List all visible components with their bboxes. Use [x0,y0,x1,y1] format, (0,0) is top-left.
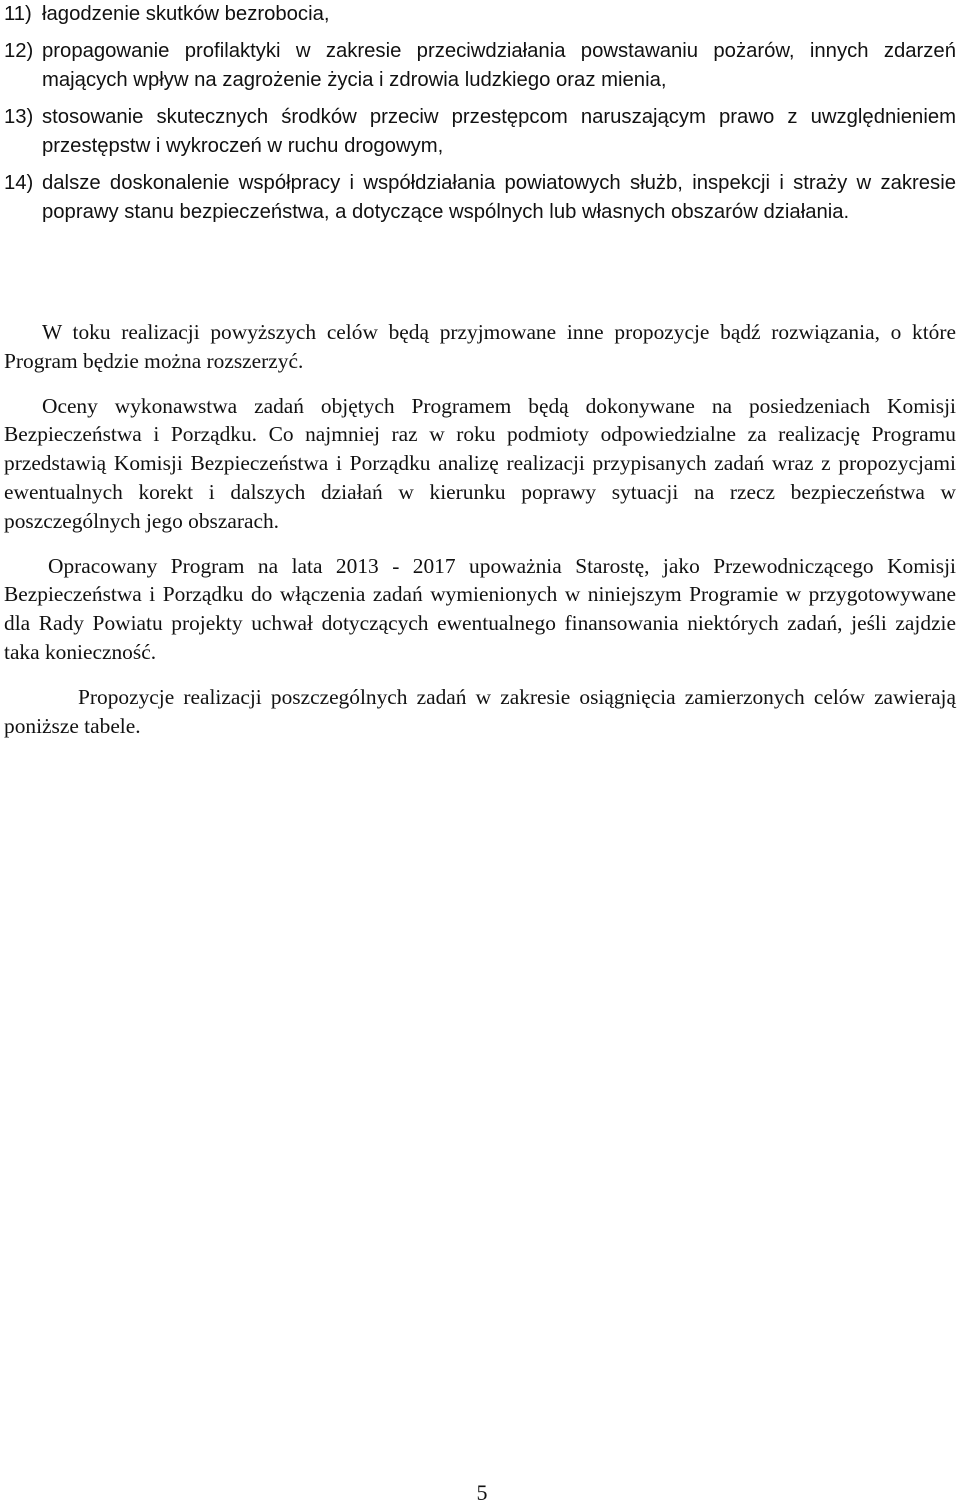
list-item-number: 12) [4,39,34,62]
paragraph-assessment: Oceny wykonawstwa zadań objętych Programem będą dokonywane na posiedzeniach Komisji Bezpieczeństwa i Porządku. Co najmniej raz w roku podmioty odpowiedzialne za realizację Programu przedstawią Komisji Bezpieczeństwa i Porządku analizę realizacji przypisanych zadań wraz z propozycjami ewentualnych korekt i dalszych działań w kierunku poprawy sytuacji na rzecz bezpieczeństwa w poszczególnych jego obszarach. [4,393,956,533]
list-item-11 [4,0,956,30]
body-paragraphs [4,318,956,756]
list-item-number: 14) [4,171,34,194]
list-item-text: stosowanie skutecznych środków przeciw przestępcom naruszającym prawo z uwzględnieniem przestępstw i wykroczeń w ruchu drogowym, [42,105,956,157]
list-item-text: dalsze doskonalenie współpracy i współdziałania powiatowych służb, inspekcji i straży w zakresie poprawy stanu bezpieczeństwa, a dotyczące wspólnych lub własnych obszarów działania. [42,171,956,223]
list-item-text: propagowanie profilaktyki w zakresie przeciwdziałania powstawaniu pożarów, innych zdarzeń mających wpływ na zagrożenie życia i zdrowia ludzkiego oraz mienia, [42,39,956,91]
paragraph-tables-intro: Propozycje realizacji poszczególnych zadań w zakresie osiągnięcia zamierzonych celów zawierają poniższe tabele. [4,684,956,738]
list-item-number: 11) [4,3,32,25]
paragraph-proposals: W toku realizacji powyższych celów będą przyjmowane inne propozycje bądź rozwiązania, o które Program będzie można rozszerzyć. [4,320,956,373]
page-number: 5 [476,1480,488,1505]
list-item-13 [4,103,956,162]
paragraph-authorization: Opracowany Program na lata 2013 - 2017 upoważnia Starostę, jako Przewodniczącego Komisji Bezpieczeństwa i Porządku do włączenia zadań wymienionych w niniejszym Programie w przygotowywane dla Rady Powiatu projekty uchwał dotyczących ewentualnego finansowania niektórych zadań, jeśli zajdzie taka konieczność. [4,553,956,664]
list-item-text: łagodzenie skutków bezrobocia, [42,3,330,25]
numbered-list [4,0,956,235]
list-item-number: 13) [4,105,34,128]
list-item-14 [4,169,956,228]
list-item-12 [4,37,956,96]
